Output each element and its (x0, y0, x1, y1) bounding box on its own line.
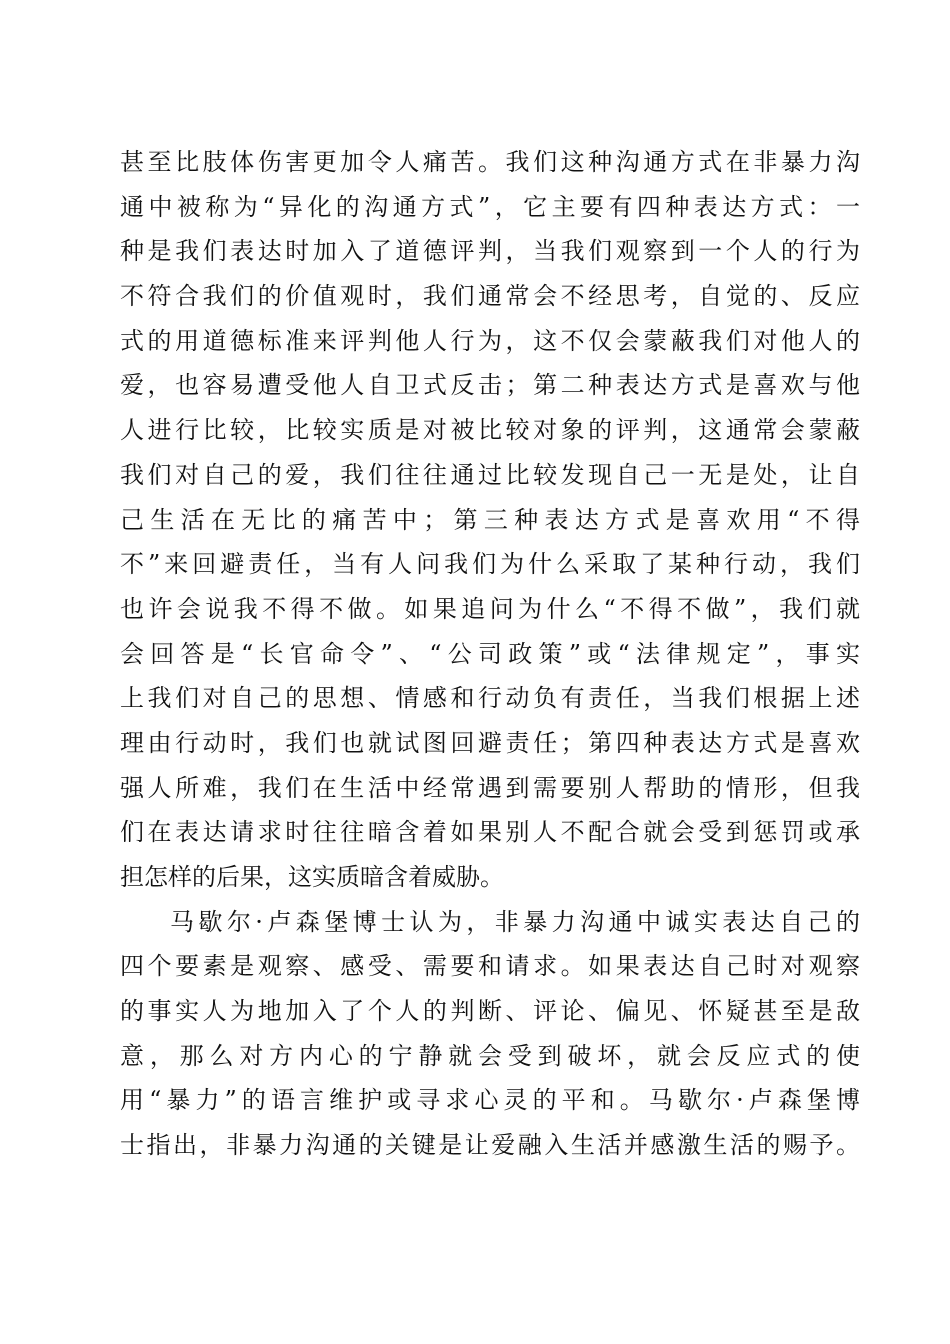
paragraph-1-line-9: 己生活在无比的痛苦中；第三种表达方式是喜欢用“不得 (120, 505, 860, 534)
paragraph-1-line-8: 我们对自己的爱，我们往往通过比较发现自己一无是处，让自 (120, 460, 860, 489)
paragraph-1-line-7: 人进行比较，比较实质是对被比较对象的评判，这通常会蒙蔽 (120, 416, 860, 445)
body-text (120, 140, 860, 1168)
paragraph-1-line-10: 不”来回避责任，当有人问我们为什么采取了某种行动，我们 (120, 550, 860, 579)
paragraph-1-line-1: 甚至比肢体伤害更加令人痛苦。我们这种沟通方式在非暴力沟 (120, 148, 860, 176)
paragraph-1-line-15: 强人所难，我们在生活中经常遇到需要别人帮助的情形，但我 (120, 773, 860, 802)
paragraph-1-line-6: 爱，也容易遭受他人自卫式反击；第二种表达方式是喜欢与他 (120, 371, 860, 400)
paragraph-2-line-6: 士指出，非暴力沟通的关键是让爱融入生活并感激生活的赐予。 (120, 1131, 860, 1160)
paragraph-1-line-11: 也许会说我不得不做。如果追问为什么“不得不做”，我们就 (120, 594, 860, 623)
paragraph-1-line-3: 种是我们表达时加入了道德评判，当我们观察到一个人的行为 (120, 237, 860, 266)
paragraph-1-line-14: 理由行动时，我们也就试图回避责任；第四种表达方式是喜欢 (120, 728, 860, 757)
paragraph-1-line-17: 担怎样的后果，这实质暗含着威胁。 (120, 863, 504, 891)
paragraph-1-line-13: 上我们对自己的思想、情感和行动负有责任，当我们根据上述 (120, 684, 860, 713)
paragraph-2-line-3: 的事实人为地加入了个人的判断、评论、偏见、怀疑甚至是敌 (120, 997, 860, 1026)
paragraph-1-line-4: 不符合我们的价值观时，我们通常会不经思考，自觉的、反应 (120, 282, 860, 311)
paragraph-1-line-12: 会回答是“长官命令”、“公司政策”或“法律规定”，事实 (120, 639, 860, 668)
paragraph-2-line-2: 四个要素是观察、感受、需要和请求。如果表达自己时对观察 (120, 952, 860, 981)
paragraph-1-line-16: 们在表达请求时往往暗含着如果别人不配合就会受到惩罚或承 (120, 818, 860, 847)
paragraph-1-line-5: 式的用道德标准来评判他人行为，这不仅会蒙蔽我们对他人的 (120, 326, 860, 355)
paragraph-2-line-4: 意，那么对方内心的宁静就会受到破坏，就会反应式的使 (120, 1041, 860, 1070)
paragraph-1-line-2: 通中被称为“异化的沟通方式”，它主要有四种表达方式：一 (120, 192, 860, 221)
paragraph-2-line-5: 用“暴力”的语言维护或寻求心灵的平和。马歇尔·卢森堡博 (120, 1086, 860, 1115)
paragraph-2-line-1: 马歇尔·卢森堡博士认为，非暴力沟通中诚实表达自己的 (170, 907, 860, 936)
